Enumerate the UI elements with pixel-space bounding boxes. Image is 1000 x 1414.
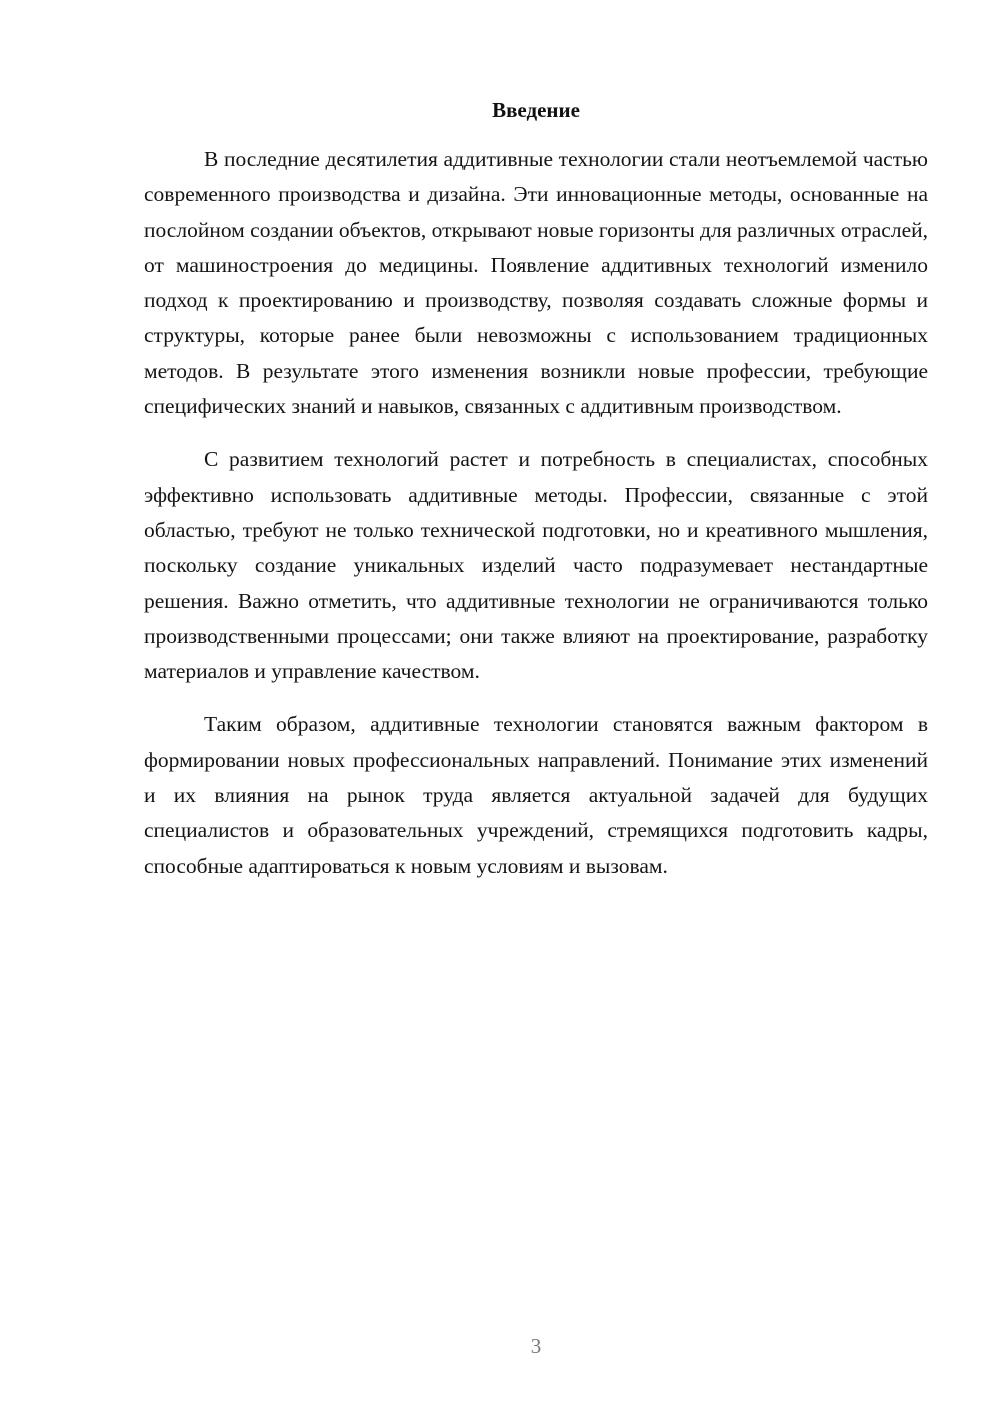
section-heading: Введение (492, 98, 580, 122)
paragraph-1: В последние десятилетия аддитивные технологии стали неотъемлемой частью современного производства и дизайна. Эти инновационные методы, основанные на послойном создании объектов, открывают новые горизонты для различных отраслей, от машиностроения до медицины. Появление аддитивных технологий изменило подход к проектированию и производству, позволяя создавать сложные формы и структуры, которые ранее были невозможны с использованием традиционных методов. В результате этого изменения возникли новые профессии, требующие специфических знаний и навыков, связанных с аддитивным производством. (144, 147, 928, 419)
paragraph-2: С развитием технологий растет и потребность в специалистах, способных эффективно использовать аддитивные методы. Профессии, связанные с этой областью, требуют не только технической подготовки, но и креативного мышления, поскольку создание уникальных изделий часто подразумевает нестандартные решения. Важно отметить, что аддитивные технологии не ограничиваются только производственными процессами; они также влияют на проектирование, разработку материалов и управление качеством. (144, 447, 928, 684)
paragraph-3: Таким образом, аддитивные технологии становятся важным фактором в формировании новых профессиональных направлений. Понимание этих изменений и их влияния на рынок труда является актуальной задачей для будущих специалистов и образовательных учреждений, стремящихся подготовить кадры, способные адаптироваться к новым условиям и вызовам. (144, 712, 928, 878)
page-number: 3 (530, 1334, 542, 1358)
document-body (144, 142, 928, 902)
